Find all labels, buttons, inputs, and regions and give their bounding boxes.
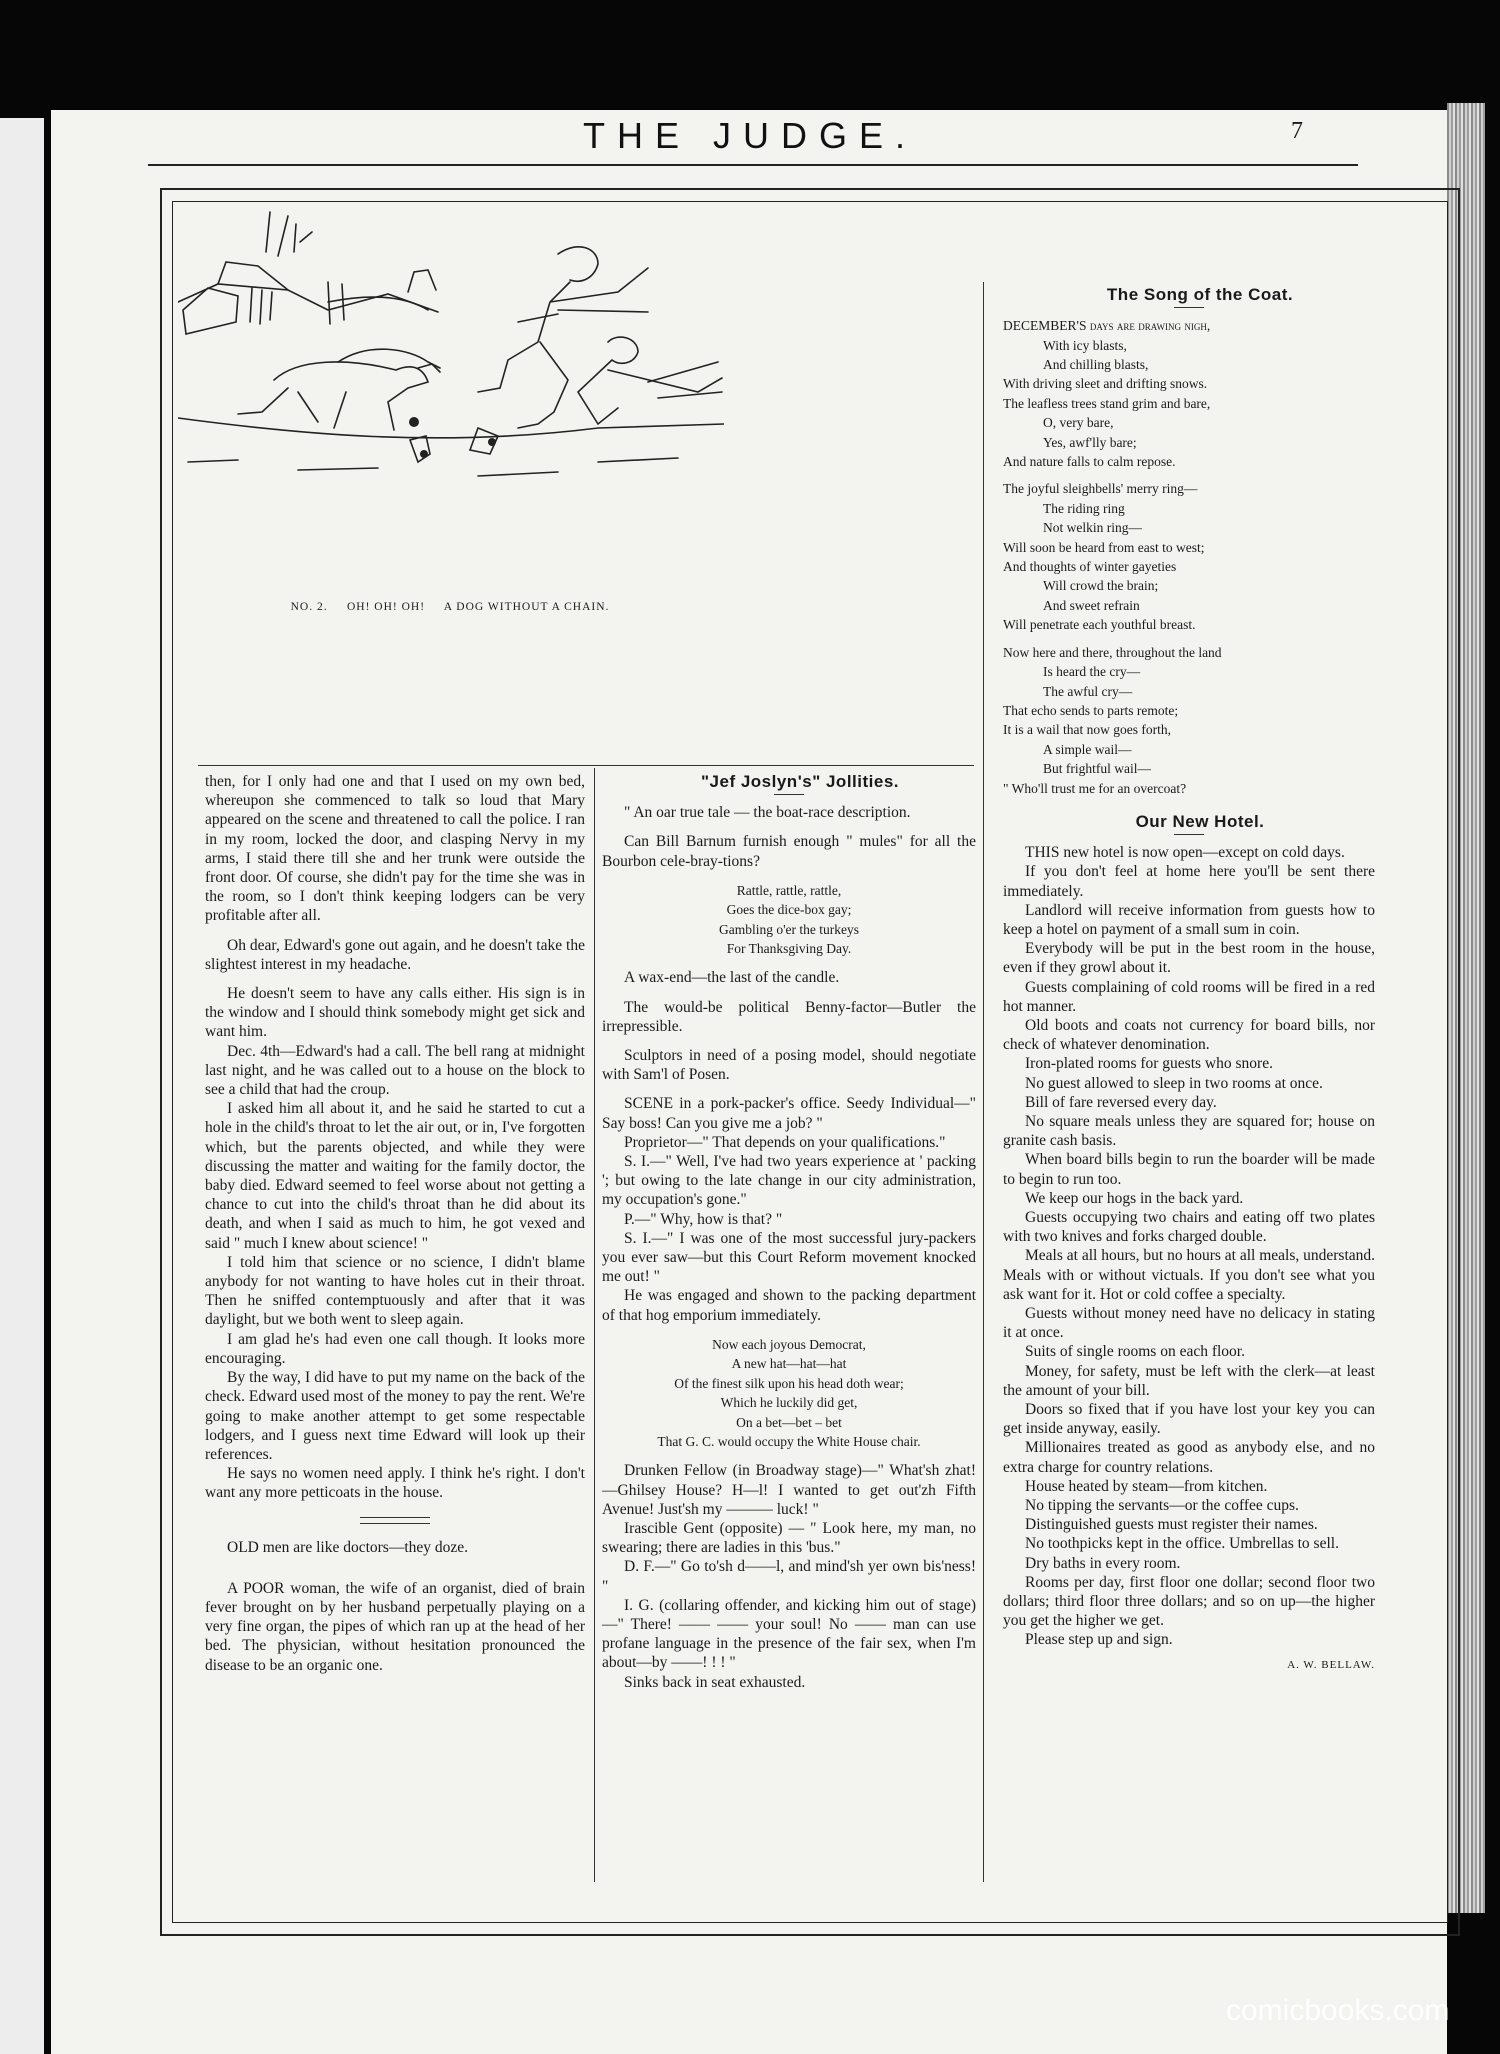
paragraph: S. I.—" I was one of the most successful jury-packers you ever saw—but this Court Reform movement knocked me out! " [602, 1229, 976, 1286]
verse-line: It is a wail that now goes forth, [1003, 722, 1171, 738]
paragraph: Drunken Fellow (in Broadway stage)—" What'sh zhat!—Ghilsey House? H—l! I wanted to get out'zh Fifth Avenue! Just'sh my ——— luck! " [602, 1462, 976, 1518]
paragraph: S. I.—" Well, I've had two years experience at ' packing '; but owing to the late change in our city administration, my occupation's gone." [602, 1153, 976, 1209]
author-signature: A. W. BELLAW. [1287, 1658, 1375, 1671]
verse-line: And chilling blasts, [1043, 357, 1149, 373]
verse-line: That echo sends to parts remote; [1003, 702, 1179, 718]
paragraph: Oh dear, Edward's gone out again, and he doesn't take the slightest interest in my headache. [205, 936, 585, 973]
headline-rule [1174, 834, 1204, 835]
paragraph: Can Bill Barnum furnish enough " mules" for all the Bourbon cele-bray-tions? [602, 833, 976, 870]
hotel-rule: THIS new hotel is now open—except on cold days. [1025, 844, 1345, 862]
verse-line: Gambling o'er the turkeys [718, 921, 860, 937]
verse-line: A new hat—hat—hat [731, 1356, 847, 1372]
hotel-rule: Everybody will be put in the best room in the house, even if they growl about it. [1003, 940, 1375, 977]
verse-line: The riding ring [1043, 500, 1125, 516]
illustration-bottom-rule [198, 765, 974, 766]
hotel-rule: Millionaires treated as good as anybody else, and no extra charge for country relations. [1003, 1439, 1375, 1476]
hotel-rule: Guests without money need have no delicacy in stating it at once. [1003, 1305, 1375, 1342]
verse [602, 1335, 976, 1451]
hotel-rule: Landlord will receive information from guests how to keep a hotel on payment of a small sum in coin. [1003, 901, 1375, 938]
hotel-rule: Doors so fixed that if you have lost your key you can get inside anyway, easily. [1003, 1401, 1375, 1438]
hotel-rule: Distinguished guests must register their names. [1025, 1516, 1318, 1534]
dog-chase-illustration [178, 192, 724, 482]
hotel-rule: Money, for safety, must be left with the clerk—at least the amount of your bill. [1003, 1362, 1375, 1399]
verse-line: With driving sleet and drifting snows. [1003, 376, 1208, 392]
poem-song-of-the-coat [1003, 316, 1375, 798]
hotel-rule: Iron-plated rooms for guests who snore. [1025, 1055, 1273, 1073]
column-two [602, 772, 976, 1692]
verse-line: Not welkin ring— [1043, 520, 1142, 536]
verse-line: Now each joyous Democrat, [712, 1336, 866, 1352]
verse-line: Now here and there, throughout the land [1003, 644, 1222, 660]
hotel-rule: No square meals unless they are squared for; house on granite cash basis. [1003, 1113, 1375, 1150]
stanza [1003, 479, 1375, 634]
section-headline: Our New Hotel. [1135, 811, 1265, 831]
paragraph: He says no women need apply. I think he's right. I don't want any more petticoats in the house. [205, 1465, 585, 1502]
verse-line: And thoughts of winter gayeties [1003, 559, 1177, 575]
paragraph: The would-be political Benny-factor—Butler the irrepressible. [602, 998, 976, 1035]
verse-line: Will soon be heard from east to west; [1003, 539, 1205, 555]
verse-line: The leafless trees stand grim and bare, [1003, 395, 1211, 411]
verse-line: On a bet—bet – bet [736, 1414, 842, 1430]
hotel-rule: No guest allowed to sleep in two rooms at once. [1025, 1074, 1323, 1092]
squib: A POOR woman, the wife of an organist, died of brain fever brought on by her husband perpetually playing on a very fine organ, the pipes of which ran up at the head of her bed. The physician, without hesitation pronounced the disease to be an organic one. [205, 1579, 585, 1674]
hotel-rule: Rooms per day, first floor one dollar; second floor two dollars; third floor three dollars; and so on up—the higher you get the higher we get. [1003, 1573, 1375, 1630]
column-three [1003, 285, 1375, 1675]
stanza [1003, 316, 1375, 471]
section-divider [360, 1517, 430, 1524]
hotel-rule: When board bills begin to run the boarder will be made to begin to run too. [1003, 1151, 1375, 1188]
paragraph: He doesn't seem to have any calls either. His sign is in the window and I should think somebody might get sick and want him. [205, 985, 585, 1041]
watermark: comicbooks.com [1226, 1994, 1450, 2027]
paragraph: Proprietor—" That depends on your qualifications." [624, 1133, 946, 1151]
hotel-rule: Dry baths in every room. [1025, 1554, 1181, 1572]
verse-line: Yes, awf'lly bare; [1043, 434, 1137, 450]
paragraph: A wax-end—the last of the candle. [624, 969, 840, 987]
section-headline: "Jef Joslyn's" Jollities. [700, 772, 899, 791]
verse-line: But frightful wail— [1043, 761, 1151, 777]
paragraph: SCENE in a pork-packer's office. Seedy Individual—" Say boss! Can you give me a job? " [602, 1095, 976, 1132]
hotel-rule: Guests complaining of cold rooms will be fired in a red hot manner. [1003, 978, 1375, 1015]
paragraph: Irascible Gent (opposite) — " Look here, my man, no swearing; there are ladies in this 'bus." [602, 1519, 976, 1557]
hotel-rule: Please step up and sign. [1025, 1631, 1173, 1649]
verse-line: O, very bare, [1043, 415, 1114, 431]
illustration-caption: NO. 2. OH! OH! OH! A DOG WITHOUT A CHAIN. [290, 601, 610, 613]
hotel-rule: If you don't feel at home here you'll be sent there immediately. [1003, 863, 1375, 900]
verse [602, 881, 976, 959]
paragraph: He was engaged and shown to the packing department of that hog emporium immediately. [602, 1287, 976, 1324]
verse-line: Will penetrate each youthful breast. [1003, 617, 1196, 633]
paragraph: By the way, I did have to put my name on the back of the check. Edward used most of the money to pay the rent. We're going to make another attempt to get some respectable lodgers, and I guess next time Edward will look up their references. [205, 1369, 585, 1463]
hotel-rule: Guests occupying two chairs and eating off two plates with two knives and forks charged double. [1003, 1209, 1375, 1246]
page-number: 7 [1291, 118, 1303, 144]
verse-line: Which he luckily did get, [720, 1395, 858, 1411]
paragraph: I. G. (collaring offender, and kicking him out of stage)—" There! —— —— your soul! No —— man can use profane language in the presence of the fair sex, when I'm about—by ——! ! ! " [602, 1596, 976, 1672]
verse-line: The joyful sleighbells' merry ring— [1003, 481, 1198, 497]
paragraph: D. F.—" Go to'sh d——l, and mind'sh yer own bis'ness! " [602, 1558, 976, 1595]
column-one [205, 772, 585, 1675]
hotel-rule: House heated by steam—from kitchen. [1025, 1477, 1268, 1495]
paragraph: then, for I only had one and that I used on my own bed, whereupon she commenced to talk so loud that Mary appeared on the scene and threatened to call the police. I ran in my room, locked the door, and clasping Nervy in my arms, I staid there till she and her trunk were outside the front door. Of course, she didn't pay for the time she was in the room, so I don't think keeping lodgers can be very profitable after all. [205, 773, 585, 925]
verse-line: That G. C. would occupy the White House chair. [657, 1433, 921, 1449]
paragraph: Sinks back in seat exhausted. [624, 1673, 806, 1691]
headline-rule [774, 794, 804, 795]
verse-line: For Thanksgiving Day. [726, 941, 852, 957]
hotel-rule: No tipping the servants—or the coffee cups. [1025, 1497, 1299, 1515]
paragraph: P.—" Why, how is that? " [624, 1210, 783, 1228]
paragraph: Sculptors in need of a posing model, should negotiate with Sam'l of Posen. [602, 1047, 976, 1084]
verse-line: And nature falls to calm repose. [1003, 454, 1176, 470]
verse-line: With icy blasts, [1043, 337, 1127, 353]
paragraph: I asked him all about it, and he said he started to cut a hole in the child's throat to let the air out, or in, I've forgotten which, but the parents objected, and while they were discussing the matter and waiting for the family doctor, the baby died. Edward seemed to feel worse about not getting a chance to cut into the child's throat than he did about its death, and when I said as much to him, he got vexed and said " much I knew about science! " [205, 1100, 585, 1252]
verse-line: Goes the dice-box gay; [726, 902, 852, 918]
verse-line: Rattle, rattle, rattle, [736, 882, 842, 898]
hotel-rule: Meals at all hours, but no hours at all meals, understand. Meals with or without victuals. If you don't see what you ask want for it. Hot or cold coffee a specialty. [1003, 1247, 1375, 1303]
verse-line: And sweet refrain [1043, 597, 1140, 613]
masthead-rule [148, 164, 1358, 166]
hotel-rule: We keep our hogs in the back yard. [1025, 1189, 1244, 1207]
verse-line: Will crowd the brain; [1043, 578, 1159, 594]
paragraph: I told him that science or no science, I didn't blame anybody for not wanting to have holes cut in their throat. Then he sniffed contemptuously and after that it was daylight, but we both went to sleep again. [205, 1253, 585, 1329]
stanza [1003, 643, 1375, 798]
verse-line: Of the finest silk upon his head doth wear; [674, 1375, 904, 1391]
facing-page-edge [0, 118, 44, 2054]
squib: OLD men are like doctors—they doze. [227, 1538, 469, 1556]
poem-title: The Song of the Coat. [1106, 285, 1294, 304]
verse-line: DECEMBER'S days are drawing nigh, [1003, 318, 1211, 334]
paragraph: " An oar true tale — the boat-race description. [624, 804, 911, 822]
paragraph: Dec. 4th—Edward's had a call. The bell rang at midnight last night, and he was called out to a house on the block to see a child that had the croup. [205, 1042, 585, 1099]
verse-line: A simple wail— [1043, 741, 1132, 757]
verse-line: Is heard the cry— [1043, 664, 1141, 680]
paragraph: I am glad he's had even one call though. It looks more encouraging. [205, 1330, 585, 1367]
masthead-title: THE JUDGE. [582, 115, 917, 156]
hotel-rule: Old boots and coats not currency for board bills, nor check of whatever denomination. [1003, 1016, 1375, 1054]
hotel-rule: Bill of fare reversed every day. [1025, 1093, 1217, 1111]
hotel-rules [1003, 843, 1375, 1650]
hotel-rule: No toothpicks kept in the office. Umbrellas to sell. [1025, 1535, 1339, 1553]
hotel-rule: Suits of single rooms on each floor. [1025, 1343, 1245, 1361]
column-rule-right [983, 282, 984, 1882]
headline-rule [1174, 307, 1204, 308]
verse-line: The awful cry— [1043, 683, 1133, 699]
verse-line: " Who'll trust me for an overcoat? [1003, 780, 1187, 796]
column-rule-left [594, 768, 595, 1882]
